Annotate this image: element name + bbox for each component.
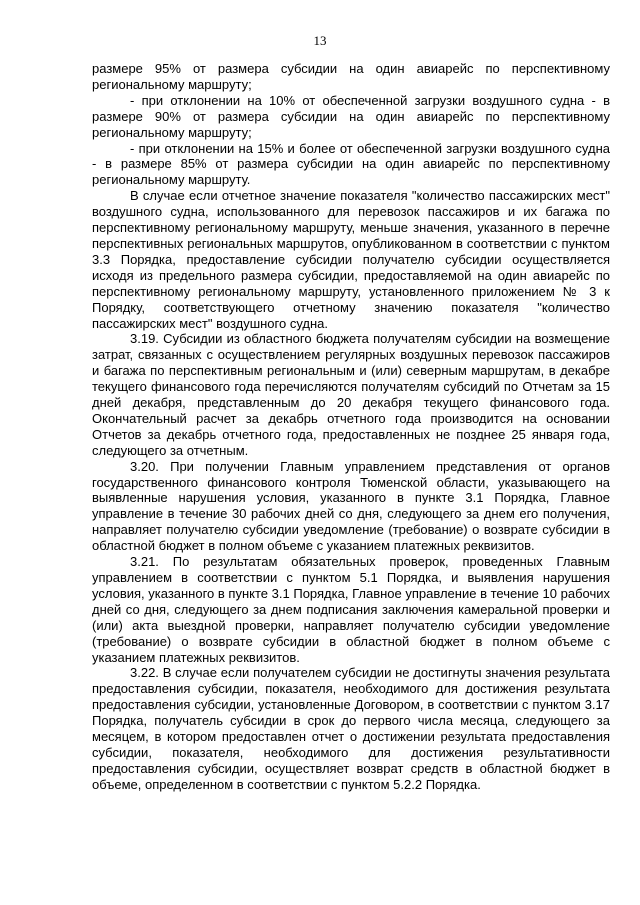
page-number: 13 (313, 33, 327, 48)
paragraph-seat-count: В случае если отчетное значение показателя "количество пассажирских мест" воздушного судна, использованного для перевозок пассажиров и их багажа по перспективному региональному маршруту, меньше значения, указанного в перечне перспективных региональных маршрутов, опубликованном в соответствии с пунктом 3.3 Порядка, предоставление субсидии получателю субсидии осуществляется исходя из предельного размера субсидии, предоставляемой на один авиарейс по перспективному региональному маршруту, установленного приложением № 3 к Порядку, соответствующего отчетному значению показателя "количество пассажирских мест" воздушного судна. (92, 188, 610, 331)
paragraph-deviation-10: - при отклонении на 10% от обеспеченной загрузки воздушного судна - в размере 90% от размера субсидии на один авиарейс по перспективному региональному маршруту; (92, 92, 610, 140)
paragraph-deviation-15: - при отклонении на 15% и более от обеспеченной загрузки воздушного судна - в размере 85% от размера субсидии на один авиарейс по перспективному региональному маршруту. (92, 140, 610, 188)
paragraph-3-21: 3.21. По результатам обязательных проверок, проведенных Главным управлением в соответствии с пунктом 5.1 Порядка, и выявления нарушения условия, указанного в пункте 3.1 Порядка, Главное управление в течение 10 рабочих дней со дня, следующего за днем подписания заключения камеральной проверки и (или) акта выездной проверки, направляет получателю субсидии уведомление (требование) о возврате субсидии в областной бюджет в полном объеме с указанием платежных реквизитов. (92, 554, 610, 665)
paragraph-continuation: размере 95% от размера субсидии на один авиарейс по перспективному региональному маршруту; (92, 61, 610, 92)
document-body (92, 61, 610, 793)
paragraph-3-19: 3.19. Субсидии из областного бюджета получателям субсидии на возмещение затрат, связанных с осуществлением регулярных воздушных перевозок пассажиров и багажа по перспективным региональным и (или) северным маршрутам, в декабре текущего финансового года перечисляются получателям субсидий по Отчетам за 15 дней декабря, представленным до 20 декабря текущего финансового года. Окончательный расчет за декабрь отчетного года производится на основании Отчетов за декабрь отчетного года, предоставленных не позднее 25 января года, следующего за отчетным. (92, 331, 610, 458)
paragraph-3-20: 3.20. При получении Главным управлением представления от органов государственного финансового контроля Тюменской области, указывающего на выявленные нарушения условия, указанного в пункте 3.1 Порядка, Главное управление в течение 30 рабочих дней со дня, следующего за днем его получения, направляет получателю субсидии уведомление (требование) о возврате субсидии в областной бюджет в полном объеме с указанием платежных реквизитов. (92, 458, 610, 554)
paragraph-3-22: 3.22. В случае если получателем субсидии не достигнуты значения результата предоставления субсидии, показателя, необходимого для достижения результата предоставления субсидии, установленные Договором, в соответствии с пунктом 3.17 Порядка, получатель субсидии в срок до первого числа месяца, следующего за месяцем, в котором предоставлен отчет о достижении результата предоставления субсидии, показателя, необходимого для достижения результативности предоставления субсидии, осуществляет возврат средств в областной бюджет в объеме, определенном в соответствии с пунктом 5.2.2 Порядка. (92, 665, 610, 792)
